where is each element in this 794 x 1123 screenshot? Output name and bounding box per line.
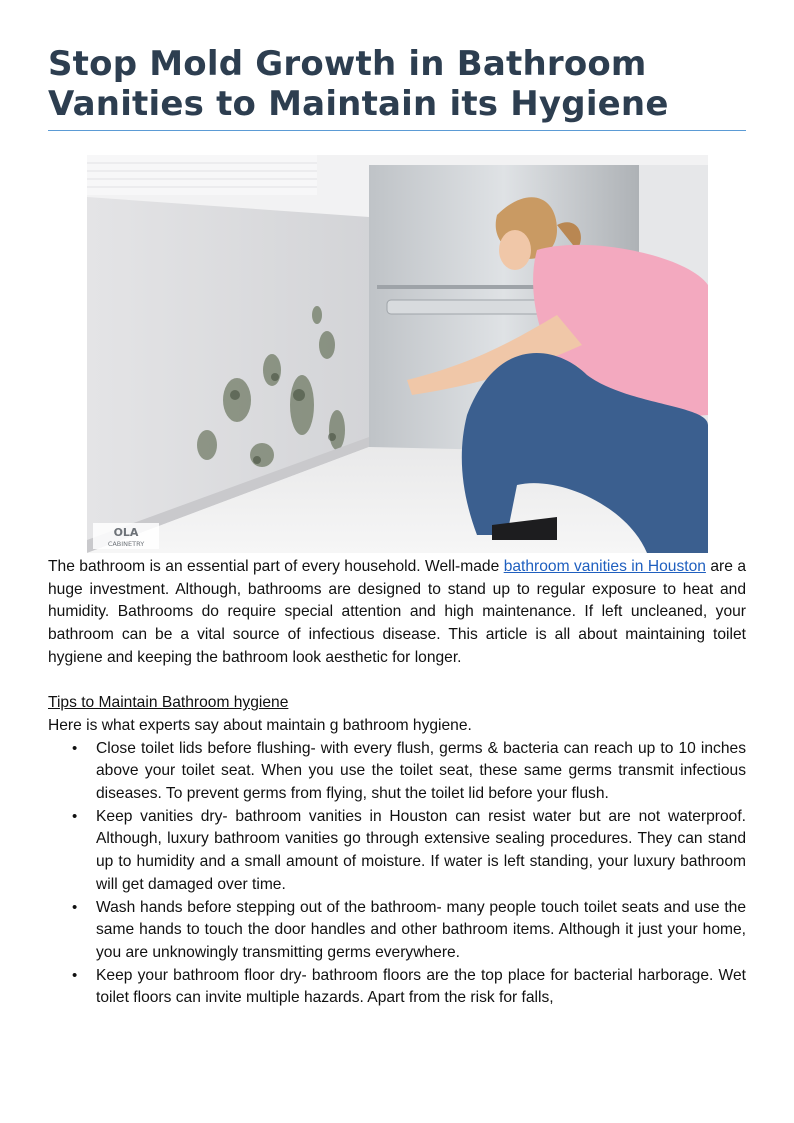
tips-lead: Here is what experts say about maintain g bathroom hygiene. [48,716,472,734]
logo-text-ola: OLA [113,526,139,539]
article-body [48,556,746,1010]
bullet-icon: • [72,739,78,757]
intro-text-after-link: are a huge investment. Although, bathrooms are designed to stand up to regular exposure to heat and humidity. Bathrooms do require special attention and high maintenance. If left uncleaned, your bathroom can be a vital source of infectious disease. This article is all about maintaining toilet hygiene and keeping the bathroom look aesthetic for longer. [48,558,746,666]
list-item-text: Close toilet lids before flushing- with every flush, germs & bacteria can reach up to 10 inches above your toilet seat. When you use the toilet seat, these same germs transmit infectious diseases. To prevent germs from flying, shut the toilet lid before your flush. [96,739,746,803]
bathroom-vanities-link[interactable]: bathroom vanities in Houston [503,558,706,575]
bullet-icon: • [72,898,78,916]
list-item [48,965,746,1010]
bullet-icon: • [72,807,78,825]
list-item [48,897,746,965]
intro-text-before-link: The bathroom is an essential part of every household. Well-made [48,558,504,575]
tips-list [48,738,746,1010]
mold-inspection-photo [87,155,708,553]
list-item [48,738,746,806]
intro-paragraph [48,556,746,670]
document-header [48,44,746,131]
list-item-text: Keep vanities dry- bathroom vanities in Houston can resist water but are not waterproof. Although, luxury bathroom vanities go through extensive sealing procedures. They can stand up to humidity and a small amount of moisture. If water is left standing, your luxury bathroom will get damaged over time. [96,807,746,893]
paragraph-spacer [48,670,746,693]
list-item [48,806,746,897]
list-item-text: Wash hands before stepping out of the bathroom- many people touch toilet seats and use the same hands to touch the door handles and other bathroom items. Although it just your home, you are unknowingly transmitting germs everywhere. [96,898,746,961]
logo-text-cabinetry: CABINETRY [107,540,145,548]
bullet-icon: • [72,966,78,984]
list-item-text: Keep your bathroom floor dry- bathroom floors are the top place for bacterial harborage. Wet toilet floors can invite multiple hazards. Apart from the risk for falls, [96,966,746,1007]
tips-heading: Tips to Maintain Bathroom hygiene [48,694,289,712]
page-title: Stop Mold Growth in Bathroom Vanities to Maintain its Hygiene [48,44,746,131]
